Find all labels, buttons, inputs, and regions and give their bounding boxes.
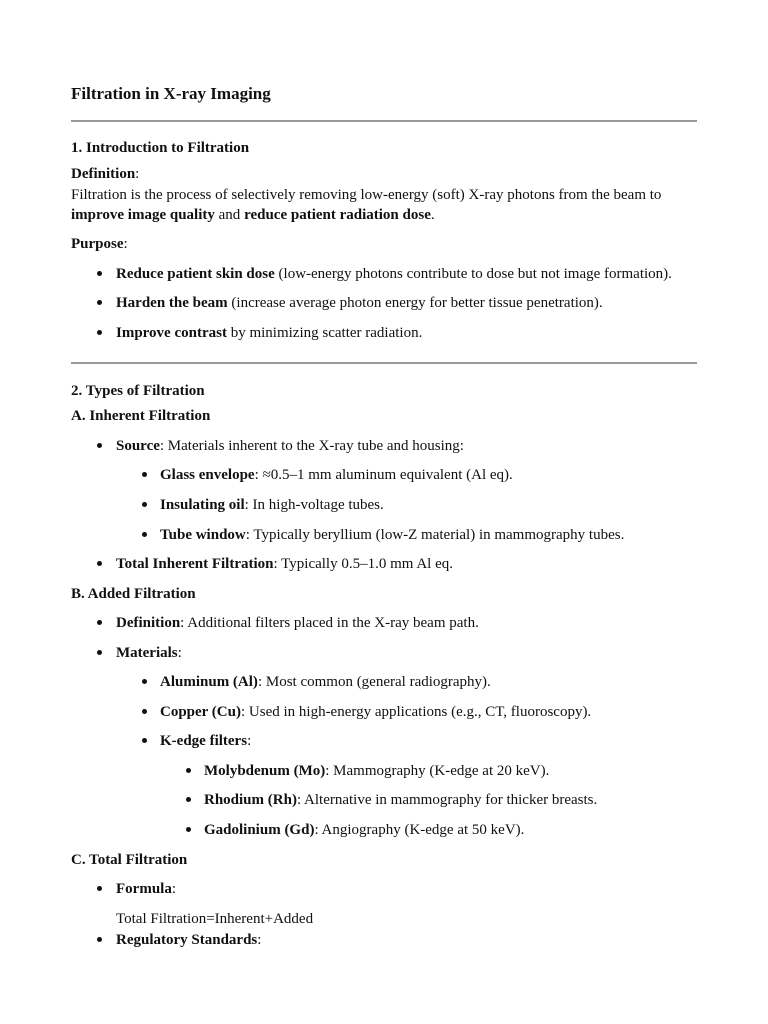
bullet-icon (97, 300, 102, 305)
bullet-icon (97, 443, 102, 448)
bullet-icon (142, 472, 147, 477)
list-item (204, 761, 549, 781)
list-item-bold: Rhodium (Rh) (204, 792, 297, 808)
list-item-bold: Formula (116, 881, 172, 897)
bullet-icon (142, 502, 147, 507)
bullet-icon (142, 738, 147, 743)
subheading-added: B. Added Filtration (71, 586, 196, 602)
list-item: Formula: (116, 881, 176, 897)
bullet-icon (186, 768, 191, 773)
list-item-text: (low-energy photons contribute to dose but not image formation). (274, 266, 672, 282)
list-item-bold: Regulatory Standards (116, 932, 258, 948)
list-item (116, 323, 422, 343)
definition-and: and (214, 207, 245, 223)
list-item-bold: Molybdenum (Mo) (204, 763, 326, 779)
list-item-text: by minimizing scatter radiation. (226, 325, 423, 341)
list-item: Regulatory Standards: (116, 932, 262, 948)
definition-text-line1: Filtration is the process of selectively removing low-energy (soft) X-ray photons from the beam to (71, 187, 662, 203)
list-item-bold: Harden the beam (116, 295, 228, 311)
list-item (160, 702, 591, 722)
list-item-bold: Reduce patient skin dose (116, 266, 275, 282)
definition-text-line2 (71, 205, 435, 225)
bullet-icon (142, 709, 147, 714)
definition-end: . (430, 207, 435, 223)
bullet-icon (142, 679, 147, 684)
list-item-text: : Typically beryllium (low-Z material) in mammography tubes. (245, 527, 625, 543)
list-item-bold: Insulating oil (160, 497, 245, 513)
list-item (116, 293, 603, 313)
list-item-text: : Mammography (K-edge at 20 keV). (325, 763, 550, 779)
formula-text: Total Filtration=Inherent+Added (116, 911, 314, 927)
list-item (116, 613, 479, 633)
bullet-icon (186, 827, 191, 832)
subheading-total: C. Total Filtration (71, 852, 188, 868)
list-item-text: : (247, 733, 252, 749)
purpose-label-line: Purpose: (71, 236, 128, 252)
list-item-bold: Gadolinium (Gd) (204, 822, 315, 838)
bullet-icon (97, 271, 102, 276)
bullet-icon (97, 886, 102, 891)
purpose-label: Purpose (71, 236, 124, 252)
list-item-bold: Tube window (160, 527, 246, 543)
list-item (160, 495, 384, 515)
list-item-bold: Source (116, 438, 160, 454)
list-item-text: : Typically 0.5–1.0 mm Al eq. (273, 556, 454, 572)
list-item-bold: Glass envelope (160, 467, 255, 483)
subheading-inherent: A. Inherent Filtration (71, 408, 211, 424)
list-item-bold: Copper (Cu) (160, 704, 241, 720)
bullet-icon (97, 937, 102, 942)
list-item (160, 465, 513, 485)
list-item-bold: Improve contrast (116, 325, 227, 341)
list-item (116, 436, 464, 456)
divider (71, 362, 697, 364)
list-item-text: : Used in high-energy applications (e.g., CT, fluoroscopy). (240, 704, 592, 720)
bullet-icon (142, 532, 147, 537)
list-item-text: (increase average photon energy for better tissue penetration). (227, 295, 603, 311)
list-item-text: : Additional filters placed in the X-ray beam path. (180, 615, 479, 631)
list-item (204, 820, 524, 840)
list-item (160, 525, 624, 545)
list-item-text: : In high-voltage tubes. (244, 497, 384, 513)
definition-label: Definition (71, 166, 136, 182)
list-item: Materials: (116, 645, 182, 661)
section-heading-types: 2. Types of Filtration (71, 383, 205, 399)
list-item-text: : ≈0.5–1 mm aluminum equivalent (Al eq). (254, 467, 513, 483)
list-item-bold: Definition (116, 615, 181, 631)
bullet-icon (97, 650, 102, 655)
definition-label-line: Definition: (71, 166, 140, 182)
definition-bold2: reduce patient radiation dose (244, 207, 431, 223)
list-item-text: : Materials inherent to the X-ray tube and housing: (159, 438, 464, 454)
document-title: Filtration in X-ray Imaging (71, 84, 271, 103)
bullet-icon (186, 797, 191, 802)
definition-bold1: improve image quality (71, 207, 215, 223)
divider (71, 120, 697, 122)
list-item (116, 554, 453, 574)
list-item-bold: Total Inherent Filtration (116, 556, 274, 572)
list-item-bold: K-edge filters (160, 733, 248, 749)
bullet-icon (97, 620, 102, 625)
list-item-text: : Alternative in mammography for thicker breasts. (296, 792, 598, 808)
list-item-bold: Materials (116, 645, 178, 661)
list-item-bold: Aluminum (Al) (160, 674, 258, 690)
list-item-text: : Angiography (K-edge at 50 keV). (314, 822, 525, 838)
bullet-icon (97, 561, 102, 566)
list-item-text: : Most common (general radiography). (257, 674, 491, 690)
list-item (160, 731, 251, 751)
bullet-icon (97, 330, 102, 335)
list-item (160, 672, 491, 692)
list-item (204, 790, 597, 810)
section-heading-intro: 1. Introduction to Filtration (71, 140, 250, 156)
list-item (116, 264, 672, 284)
